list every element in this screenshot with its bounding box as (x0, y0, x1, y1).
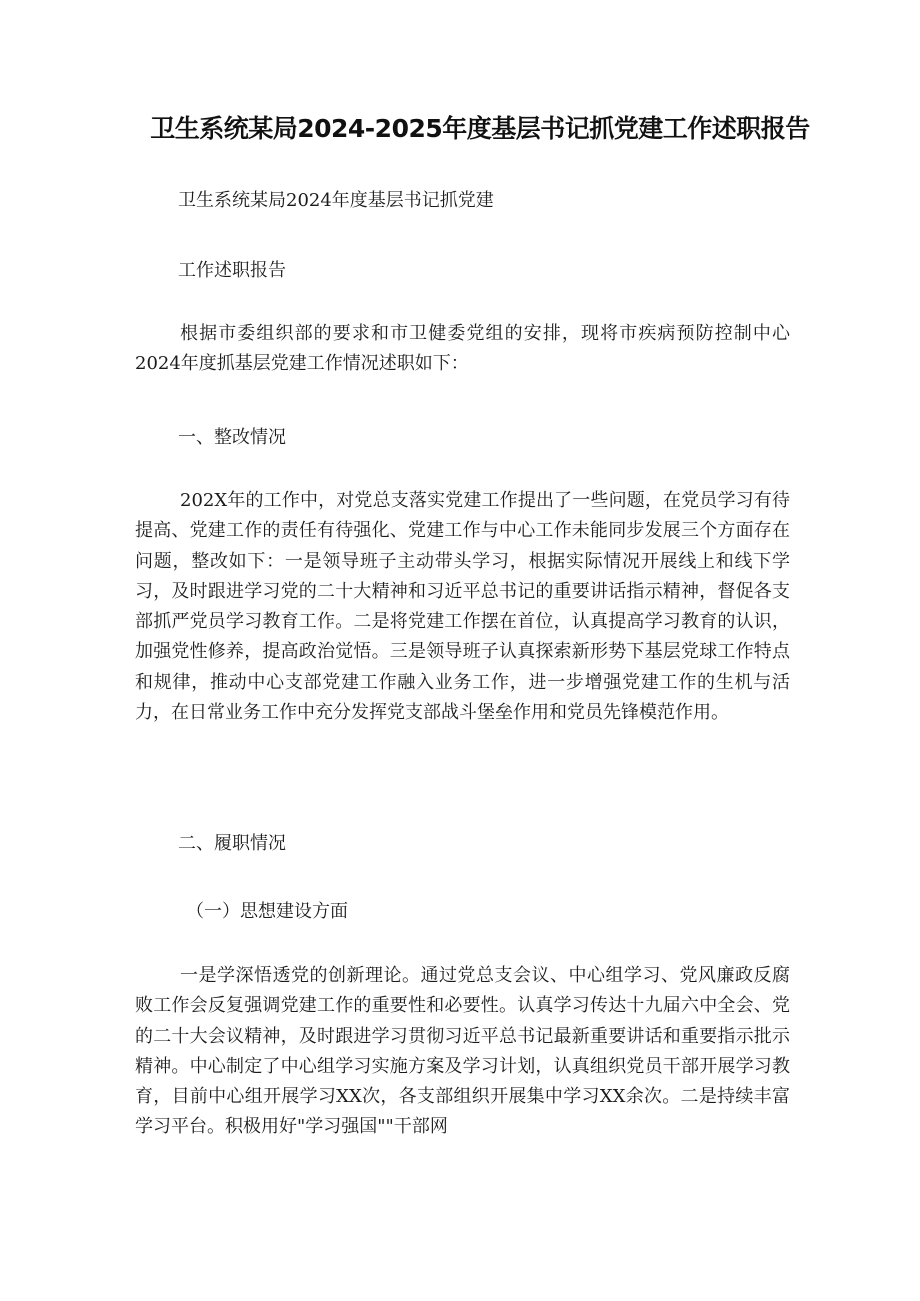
intro-paragraph: 根据市委组织部的要求和市卫健委党组的安排，现将市疾病预防控制中心2024年度抓基层党建工作情况述职如下： (135, 323, 790, 375)
subsection-1-body: 一是学深悟透党的创新理论。通过党总支会议、中心组学习、党风廉政反腐败工作会反复强调党建工作的重要性和必要性。认真学习传达十九届六中全会、党的二十大会议精神，及时跟进学习贯彻习近平总书记最新重要讲话和重要指示批示精神。中心制定了中心组学习实施方案及学习计划，认真组织党员干部开展学习教育，目前中心组开展学习XX次，各支部组织开展集中学习XX余次。二是持续丰富学习平台。积极用好"学习强国""干部网 (135, 965, 790, 1138)
document-title: 卫生系统某局2024-2025年度基层书记抓党建工作述职报告 (150, 114, 810, 143)
section-2-heading: 二、履职情况 (178, 833, 286, 854)
section-1-body: 202X年的工作中，对党总支落实党建工作提出了一些问题，在党员学习有待提高、党建工作的责任有待强化、党建工作与中心工作未能同步发展三个方面存在问题，整改如下：一是领导班子主动带头学习，根据实际情况开展线上和线下学习，及时跟进学习党的二十大精神和习近平总书记的重要讲话指示精神，督促各支部抓严党员学习教育工作。二是将党建工作摆在首位，认真提高学习教育的认识，加强党性修养，提高政治觉悟。三是领导班子认真探索新形势下基层党球工作特点和规律，推动中心支部党建工作融入业务工作，进一步增强党建工作的生机与活力，在日常业务工作中充分发挥党支部战斗堡垒作用和党员先锋模范作用。 (135, 490, 790, 724)
subsection-1-heading: （一）思想建设方面 (186, 901, 348, 922)
subtitle-line-2: 工作述职报告 (178, 260, 286, 281)
section-1-heading: 一、整改情况 (178, 427, 286, 448)
subtitle-line-1: 卫生系统某局2024年度基层书记抓党建 (178, 190, 494, 211)
